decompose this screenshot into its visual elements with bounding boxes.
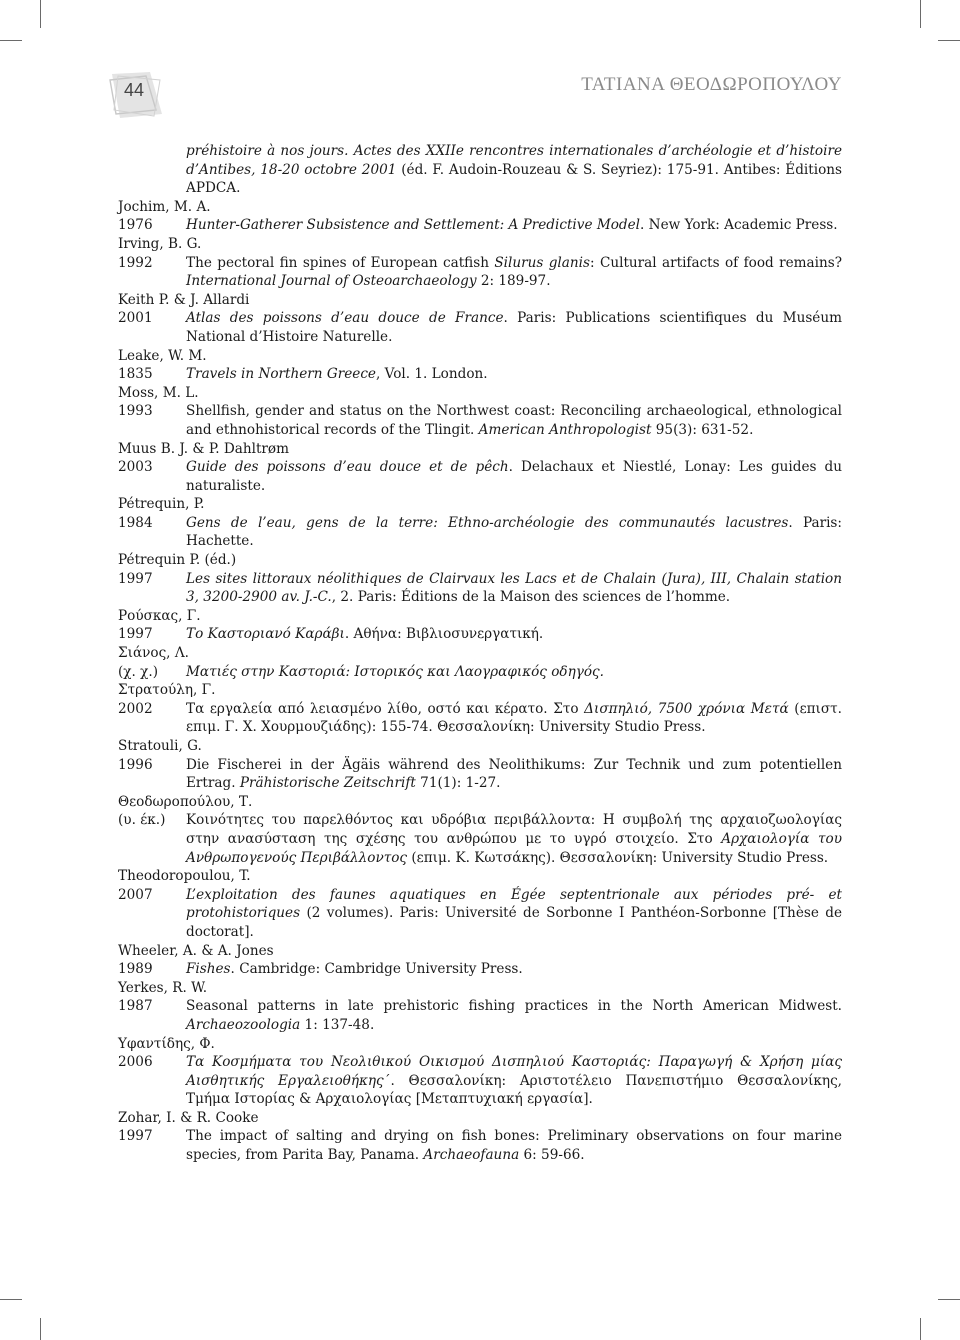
reference-entry: 2007 L’exploitation des faunes aquatiques en Égée septentrionale aux périodes pré- et protohistoriques (2 volumes). Paris: Université de Sorbonne I Panthéon-Sorbonne [Thèse de doctorat]. — [118, 886, 842, 940]
reference-author: Στρατούλη, Γ. — [118, 682, 216, 699]
reference-author: Pétrequin P. (éd.) — [118, 552, 237, 569]
reference-author: Σιάνος, Λ. — [118, 645, 189, 662]
page-number: 44 — [124, 80, 145, 100]
running-head: ΤΑΤΙΑΝΑ ΘΕΟΔΩΡΟΠΟΥΛΟΥ — [581, 74, 842, 95]
reference-entry: 1987 Seasonal patterns in late prehistoric fishing practices in the North American Midwest. Archaeozoologia 1: 137-48. — [118, 998, 842, 1033]
reference-year: 2003 — [118, 459, 153, 476]
reference-author: Muus B. J. & P. Dahltrøm — [118, 440, 289, 457]
reference-year: 1976 — [118, 217, 153, 234]
reference-year: 1997 — [118, 1128, 153, 1145]
reference-year: 1997 — [118, 626, 153, 643]
reference-entry: 1835 Travels in Northern Greece, Vol. 1. London. — [118, 366, 488, 383]
reference-year: 1997 — [118, 570, 153, 587]
crop-mark — [920, 0, 921, 28]
reference-author: Theodoropoulou, T. — [118, 868, 251, 885]
reference-entry: 2006 Τα Κοσμήματα του Νεολιθικού Οικισμού Δισπηλιού Καστοριάς: Παραγωγή & Χρήση μίας Αισθητικής Εργαλειοθήκης΄. Θεσσαλονίκη: Αριστοτέλειο Πανεπιστήμιο Θεσσαλονίκης, Τμήμα Ιστορίας & Αρχαιολογίας [Μεταπτυχιακή εργασία]. — [118, 1054, 843, 1108]
reference-year: 1835 — [118, 366, 153, 383]
reference-entry: 1984 Gens de l’eau, gens de la terre: Ethno-archéologie des communautés lacustres. Paris: Hachette. — [118, 514, 842, 550]
reference-entry: 1997 Το Καστοριανό Καράβι. Αθήνα: Βιβλιοσυνεργατική. — [118, 626, 544, 643]
reference-author: Keith P. & J. Allardi — [118, 291, 250, 308]
reference-entry: (χ. χ.) Ματιές στην Καστοριά: Ιστορικός και Λαογραφικός οδηγός. — [118, 663, 604, 680]
reference-entry: 2001 Atlas des poissons d’eau douce de France. Paris: Publications scientifiques du Muséum National d’Histoire Naturelle. — [118, 310, 843, 345]
reference-continuation: préhistoire à nos jours. Actes des XXIIe rencontres internationales d’archéologie et d’histoire d’Antibes, 18-20 octobre 2001 (éd. F. Audoin-Rouzeau & S. Seyriez): 175-91. Antibes: Éditions APDCA. — [186, 143, 842, 197]
reference-author: Yerkes, R. W. — [118, 979, 208, 996]
reference-author: Υφαντίδης, Φ. — [118, 1035, 215, 1052]
reference-year: 1989 — [118, 961, 153, 978]
reference-author: Jochim, M. A. — [118, 198, 211, 215]
reference-year: 1993 — [118, 403, 153, 420]
reference-entry: 1976 Hunter-Gatherer Subsistence and Settlement: A Predictive Model. New York: Academic Press. — [118, 217, 838, 234]
reference-year: 2007 — [118, 886, 153, 903]
crop-mark — [40, 1318, 41, 1340]
reference-entry: 1993 Shellfish, gender and status on the Northwest coast: Reconciling archaeological, ethnological and ethnohistorical records of the Tlingit. American Anthropologist 95(3): 631-52. — [118, 403, 842, 438]
crop-mark — [920, 1318, 921, 1340]
reference-entry: 1997 The impact of salting and drying on fish bones: Preliminary observations on four marine species, from Parita Bay, Panama. Archaeofauna 6: 59-66. — [118, 1128, 842, 1164]
reference-author: Irving, B. G. — [118, 235, 202, 252]
reference-entry: 1992 The pectoral fin spines of European catfish Silurus glanis: Cultural artifacts of food remains? International Journal of Osteoarchaeology 2: 189-97. — [118, 254, 842, 290]
reference-entry: 2003 Guide des poissons d’eau douce et de pêch. Delachaux et Niestlé, Lonay: Les guides du naturaliste. — [118, 459, 843, 494]
reference-entry: 1997 Les sites littoraux néolithiques de Clairvaux les Lacs et de Chalain (Jura), III, Chalain station 3, 3200-2900 av. J.-C., 2. Paris: Éditions de la Maison des sciences de l’homme. — [118, 570, 842, 606]
crop-mark — [938, 40, 960, 41]
reference-author: Leake, W. M. — [118, 347, 207, 364]
reference-year: 2001 — [118, 310, 153, 327]
reference-author: Zohar, I. & R. Cooke — [118, 1109, 259, 1126]
crop-mark — [938, 1299, 960, 1300]
reference-entry: 1996 Die Fischerei in der Ägäis während des Neolithikums: Zur Technik und zum potentiellen Ertrag. Prähistorische Zeitschrift 71(1): 1-27. — [118, 756, 842, 792]
reference-entry: 1989 Fishes. Cambridge: Cambridge University Press. — [118, 961, 523, 978]
reference-author: Wheeler, A. & A. Jones — [118, 942, 274, 959]
reference-author: Pétrequin, P. — [118, 496, 205, 513]
reference-list — [118, 142, 842, 1165]
reference-year: 2002 — [118, 700, 153, 717]
reference-year: 1984 — [118, 514, 153, 531]
reference-year: 1996 — [118, 756, 153, 773]
reference-author: Θεοδωροπούλου, Τ. — [118, 793, 253, 810]
reference-year: 1987 — [118, 998, 153, 1015]
reference-year: 2006 — [118, 1054, 153, 1071]
crop-mark — [40, 0, 41, 28]
reference-year: (χ. χ.) — [118, 663, 159, 680]
reference-author: Stratouli, G. — [118, 738, 202, 754]
crop-mark — [0, 1299, 22, 1300]
reference-entry: (υ. έκ.) Κοινότητες του παρελθόντος και υδρόβια περιβάλλοντα: Η συμβολή της αρχαιοζωολογίας στην ανασύσταση της σχέσης του ανθρώπου με το υγρό στοιχείο. Στο Αρχαιολογία του Ανθρωπογενούς Περιβάλλοντος (επιμ. Κ. Κωτσάκης). Θεσσαλονίκη: University Studio Press. — [118, 812, 842, 866]
reference-year: 1992 — [118, 254, 153, 271]
reference-author: Ρούσκας, Γ. — [118, 607, 201, 624]
crop-mark — [0, 40, 22, 41]
reference-entry: 2002 Τα εργαλεία από λειασμένο λίθο, οστό και κέρατο. Στο Δισπηλιό, 7500 χρόνια Μετά (επιστ. επιμ. Γ. Χ. Χουρμουζιάδης): 155-74. Θεσσαλονίκη: University Studio Press. — [118, 700, 842, 736]
reference-year: (υ. έκ.) — [118, 812, 166, 829]
reference-author: Moss, M. L. — [118, 384, 199, 401]
